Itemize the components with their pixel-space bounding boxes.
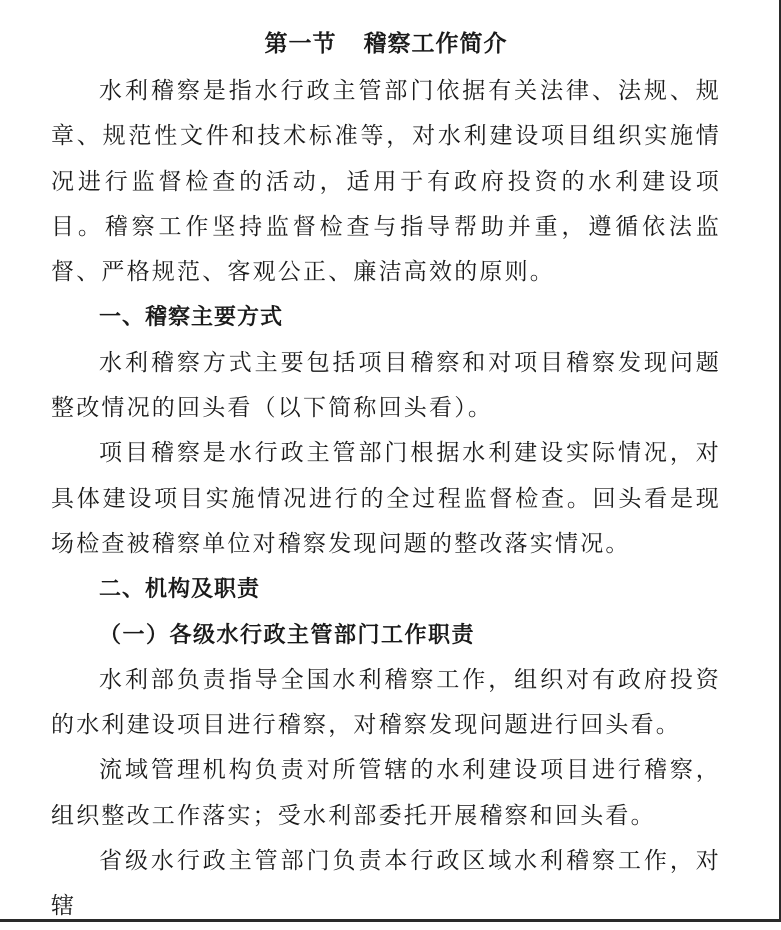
duties-paragraph-province: 省级水行政主管部门负责本行政区域水利稽察工作，对辖 xyxy=(51,848,721,920)
document-page xyxy=(51,26,721,930)
methods-paragraph-1: 水利稽察方式主要包括项目稽察和对项目稽察发现问题整改情况的回头看（以下简称回头看）。 xyxy=(51,349,721,422)
duties-paragraph-basin: 流域管理机构负责对所管辖的水利建设项目进行稽察，组织整改工作落实；受水利部委托开展稽察和回头看。 xyxy=(51,757,721,829)
section-title: 第一节 稽察工作简介 xyxy=(264,31,508,57)
subsection-heading-duties: （一）各级水行政主管部门工作职责 xyxy=(99,621,476,648)
duties-paragraph-ministry: 水利部负责指导全国水利稽察工作，组织对有政府投资的水利建设项目进行稽察，对稽察发现问题进行回头看。 xyxy=(51,666,721,739)
section-heading-organization: 二、机构及职责 xyxy=(99,577,261,603)
intro-paragraph: 水利稽察是指水行政主管部门依据有关法律、法规、规章、规范性文件和技术标准等，对水利建设项目组织实施情况进行监督检查的活动，适用于有政府投资的水利建设项目。稽察工作坚持监督检查与指导帮助并重，遵循依法监督、严格规范、客观公正、廉洁高效的原则。 xyxy=(51,78,721,286)
title-spacer xyxy=(51,62,721,69)
section-heading-methods: 一、稽察主要方式 xyxy=(99,305,284,331)
methods-paragraph-2: 项目稽察是水行政主管部门根据水利建设实际情况，对具体建设项目实施情况进行的全过程监督检查。回头看是现场检查被稽察单位对稽察发现问题的整改落实情况。 xyxy=(51,440,721,557)
